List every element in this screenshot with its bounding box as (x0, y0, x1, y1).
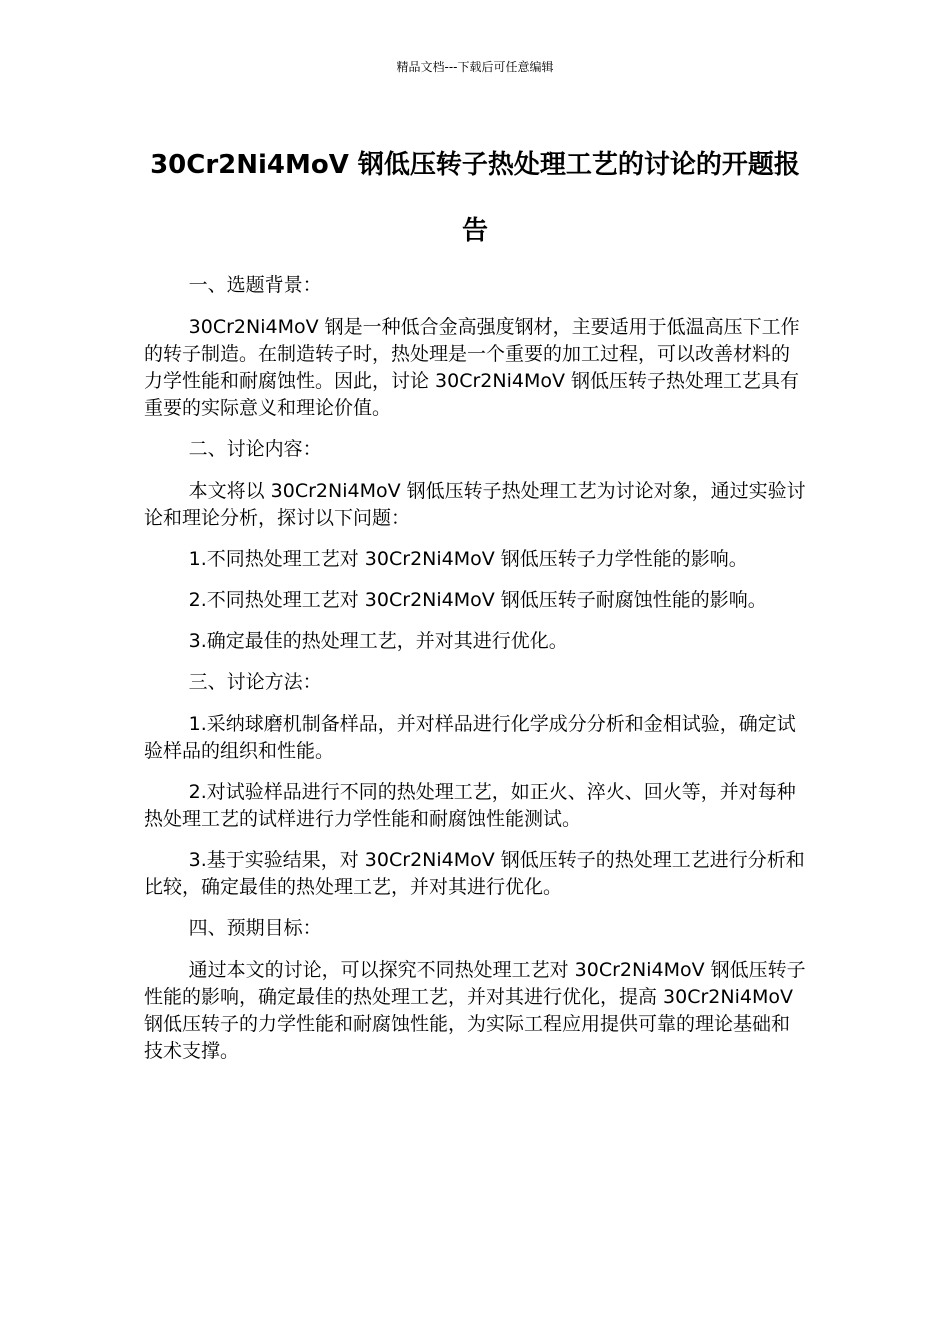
document-body (144, 272, 808, 1079)
list-item-content-2: 2.不同热处理工艺对 30Cr2Ni4MoV 钢低压转子耐腐蚀性能的影响。 (188, 589, 767, 611)
list-item-method-3: 3.基于实验结果，对 30Cr2Ni4MoV 钢低压转子的热处理工艺进行分析和比较，确定最佳的热处理工艺，并对其进行优化。 (144, 849, 805, 898)
paragraph-goals: 通过本文的讨论，可以探究不同热处理工艺对 30Cr2Ni4MoV 钢低压转子性能的影响，确定最佳的热处理工艺，并对其进行优化，提高 30Cr2Ni4MoV 钢低压转子的力学性能和耐腐蚀性能，为实际工程应用提供可靠的理论基础和技术支撑。 (144, 959, 806, 1062)
paragraph-background: 30Cr2Ni4MoV 钢是一种低合金高强度钢材，主要适用于低温高压下工作的转子制造。在制造转子时，热处理是一个重要的加工过程，可以改善材料的力学性能和耐腐蚀性。因此，讨论 30Cr2Ni4MoV 钢低压转子热处理工艺具有重要的实际意义和理论价值。 (144, 316, 800, 419)
paragraph-content-intro: 本文将以 30Cr2Ni4MoV 钢低压转子热处理工艺为讨论对象，通过实验讨论和理论分析，探讨以下问题： (144, 480, 806, 529)
section-heading-background: 一、选题背景： (188, 274, 322, 296)
list-item-content-1: 1.不同热处理工艺对 30Cr2Ni4MoV 钢低压转子力学性能的影响。 (188, 548, 748, 570)
list-item-method-2: 2.对试验样品进行不同的热处理工艺，如正火、淬火、回火等，并对每种热处理工艺的试样进行力学性能和耐腐蚀性能测试。 (144, 781, 796, 830)
section-heading-method: 三、讨论方法： (188, 671, 322, 693)
section-heading-goals: 四、预期目标： (188, 917, 322, 939)
list-item-method-1: 1.采纳球磨机制备样品，并对样品进行化学成分分析和金相试验，确定试验样品的组织和性能。 (144, 713, 796, 762)
section-heading-content: 二、讨论内容： (188, 438, 322, 460)
document-title: 30Cr2Ni4MoV 钢低压转子热处理工艺的讨论的开题报告 (150, 150, 800, 246)
page-header-note: 精品文档---下载后可任意编辑 (396, 60, 554, 74)
list-item-content-3: 3.确定最佳的热处理工艺，并对其进行优化。 (188, 630, 568, 652)
